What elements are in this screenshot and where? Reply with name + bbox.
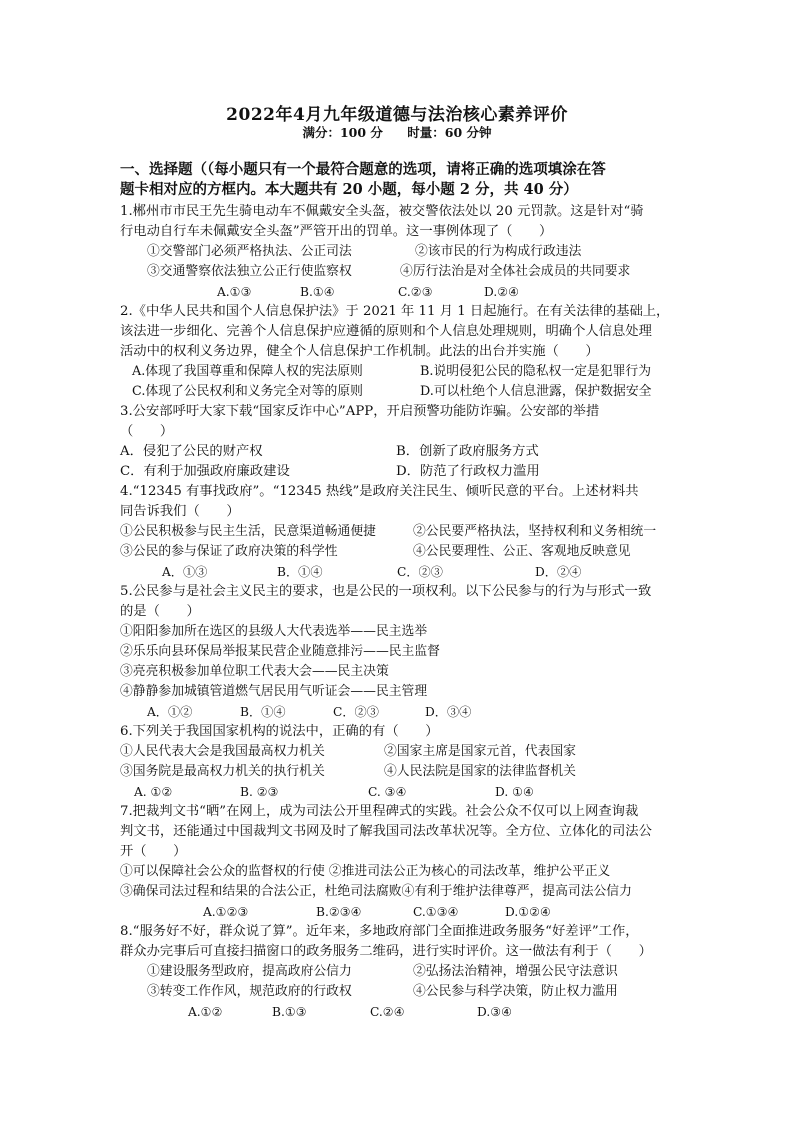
q5-choice-c: C．②③ [333, 705, 379, 719]
q2-stem-1: 2.《中华人民共和国个人信息保护法》于 2021 年 11 月 1 日起施行。在有关法律的基础上， [120, 304, 670, 319]
q4-stem-1: 4.“12345 有事找政府”。“12345 热线”是政府关注民生、倾听民意的平台。上述材料共 [120, 484, 639, 499]
q8-choice-b: B.①③ [272, 1005, 307, 1019]
q5-choice-a: A．①② [147, 705, 193, 719]
q6-stem-1: 6.下列关于我国国家机构的说法中，正确的有（ ） [120, 724, 439, 739]
q2-choice-b: B.说明侵犯公民的隐私权一定是犯罪行为 [420, 364, 652, 379]
q7-stem-1: 7.把裁判文书“晒”在网上，成为司法公开里程碑式的实践。社会公众不仅可以上网查询裁 [120, 804, 639, 819]
q2-choice-c: C.体现了公民权利和义务完全对等的原则 [132, 384, 363, 399]
q6-option-1: ①人民代表大会是我国最高权力机关 [120, 744, 325, 759]
q5-option-1: ①阳阳参加所在选区的县级人大代表选举——民主选举 [120, 624, 428, 639]
q8-choice-d: D.③④ [477, 1005, 513, 1019]
q3-stem-1: 3.公安部呼吁大家下载“国家反诈中心”APP，开启预警功能防诈骗。公安部的举措 [120, 404, 600, 419]
q4-choice-a: A．①③ [162, 565, 208, 579]
q4-choice-c: C．②③ [397, 565, 443, 579]
q4-option-2: ②公民要严格执法，坚持权利和义务相统一 [413, 524, 657, 539]
q8-choice-a: A.①② [188, 1005, 223, 1019]
q7-options-3-4: ③确保司法过程和结果的合法公正，杜绝司法腐败④有利于维护法律尊严，提高司法公信力 [120, 884, 632, 899]
q3-choice-c: C．有利于加强政府廉政建设 [120, 464, 290, 479]
q7-choice-c: C.①③④ [413, 905, 459, 919]
q4-option-1: ①公民积极参与民主生活，民意渠道畅通便捷 [120, 524, 376, 539]
q4-choice-d: D．②④ [535, 565, 582, 579]
q7-stem-3: 开（ ） [120, 844, 187, 859]
exam-subtitle [0, 123, 794, 141]
q2-choice-d: D.可以杜绝个人信息泄露，保护数据安全 [420, 384, 652, 399]
q8-option-2: ②弘扬法治精神，增强公民守法意识 [413, 964, 618, 979]
section-heading-line1: 一、选择题（（每小题只有一个最符合题意的选项，请将正确的选项填涂在答 [120, 161, 606, 178]
q5-choice-d: D．③④ [425, 705, 472, 719]
q5-option-4: ④静静参加城镇管道燃气居民用气听证会——民主管理 [120, 684, 428, 699]
q5-option-2: ②乐乐向县环保局举报某民营企业随意排污——民主监督 [120, 644, 440, 659]
q7-options-1-2: ①可以保障社会公众的监督权的行使 ②推进司法公正为核心的司法改革，维护公平正义 [120, 864, 611, 879]
section-heading-line2: 题卡相对应的方框内。本大题共有 20 小题，每小题 2 分，共 40 分） [120, 181, 578, 198]
q6-option-2: ②国家主席是国家元首，代表国家 [384, 744, 576, 759]
q3-choice-a: A．侵犯了公民的财产权 [120, 444, 263, 459]
q1-stem-1: 1.郴州市市民王先生骑电动车不佩戴安全头盔，被交警依法处以 20 元罚款。这是针对“骑 [120, 204, 644, 219]
q4-option-4: ④公民要理性、公正、客观地反映意见 [413, 544, 631, 559]
q8-stem-2: 群众办完事后可直接扫描窗口的政务服务二维码，进行实时评价。这一做法有利于（ ） [120, 944, 652, 959]
q5-choice-b: B．①④ [240, 705, 286, 719]
q8-option-1: ①建设服务型政府，提高政府公信力 [147, 964, 352, 979]
q6-choice-a: A. ①② [134, 785, 173, 799]
exam-title: 2022年4月九年级道德与法治核心素养评价 [226, 105, 568, 125]
q7-stem-2: 判文书，还能通过中国裁判文书网及时了解我国司法改革状况等。全方位、立体化的司法公 [120, 824, 652, 839]
q7-choice-b: B.②③④ [316, 905, 362, 919]
q1-choice-b: B.①④ [300, 285, 335, 299]
q5-stem-1: 5.公民参与是社会主义民主的要求，也是公民的一项权利。以下公民参与的行为与形式一致 [120, 584, 652, 599]
q4-choice-b: B．①④ [277, 565, 323, 579]
q8-option-4: ④公民参与科学决策，防止权力滥用 [413, 984, 618, 999]
q8-stem-1: 8.“服务好不好，群众说了算”。近年来，多地政府部门全面推进政务服务“好差评”工作， [120, 924, 639, 939]
q7-choice-a: A.①②③ [203, 905, 249, 919]
q6-option-3: ③国务院是最高权力机关的执行机关 [120, 764, 325, 779]
q5-stem-2: 的是（ ） [120, 604, 200, 619]
q5-option-3: ③亮亮积极参加单位职工代表大会——民主决策 [120, 664, 389, 679]
q1-choice-d: D.②④ [484, 285, 520, 299]
q7-choice-d: D.①②④ [505, 905, 551, 919]
q3-choice-d: D．防范了行政权力滥用 [396, 464, 540, 479]
time-limit: 时量：60 分钟 [407, 125, 492, 140]
q6-choice-b: B. ②③ [240, 785, 279, 799]
q6-choice-c: C. ③④ [368, 785, 407, 799]
q1-choice-c: C.②③ [398, 285, 433, 299]
q2-stem-2: 该法进一步细化、完善个人信息保护应遵循的原则和个人信息处理规则，明确个人信息处理 [120, 324, 652, 339]
q6-option-4: ④人民法院是国家的法律监督机关 [384, 764, 576, 779]
q8-choice-c: C.②④ [370, 1005, 405, 1019]
q1-stem-2: 行电动自行车未佩戴安全头盔”严管开出的罚单。这一事例体现了（ ） [120, 224, 553, 239]
q6-choice-d: D. ①④ [495, 785, 534, 799]
q1-choice-a: A.①③ [217, 285, 252, 299]
q1-option-4: ④厉行法治是对全体社会成员的共同要求 [400, 264, 631, 279]
q4-option-3: ③公民的参与保证了政府决策的科学性 [120, 544, 338, 559]
q8-option-3: ③转变工作作风，规范政府的行政权 [147, 984, 352, 999]
q2-choice-a: A.体现了我国尊重和保障人权的宪法原则 [132, 364, 363, 379]
q1-option-2: ②该市民的行为构成行政违法 [415, 244, 582, 259]
q2-stem-3: 活动中的权利义务边界，健全个人信息保护工作机制。此法的出台并实施（ ） [120, 344, 599, 359]
q1-option-3: ③交通警察依法独立公正行使监察权 [147, 264, 352, 279]
q1-option-1: ①交警部门必须严格执法、公正司法 [147, 244, 352, 259]
full-score: 满分：100 分 [302, 125, 383, 140]
q3-choice-b: B．创新了政府服务方式 [396, 444, 539, 459]
q4-stem-2: 同告诉我们（ ） [120, 504, 240, 519]
q3-stem-2: （ ） [120, 424, 174, 439]
